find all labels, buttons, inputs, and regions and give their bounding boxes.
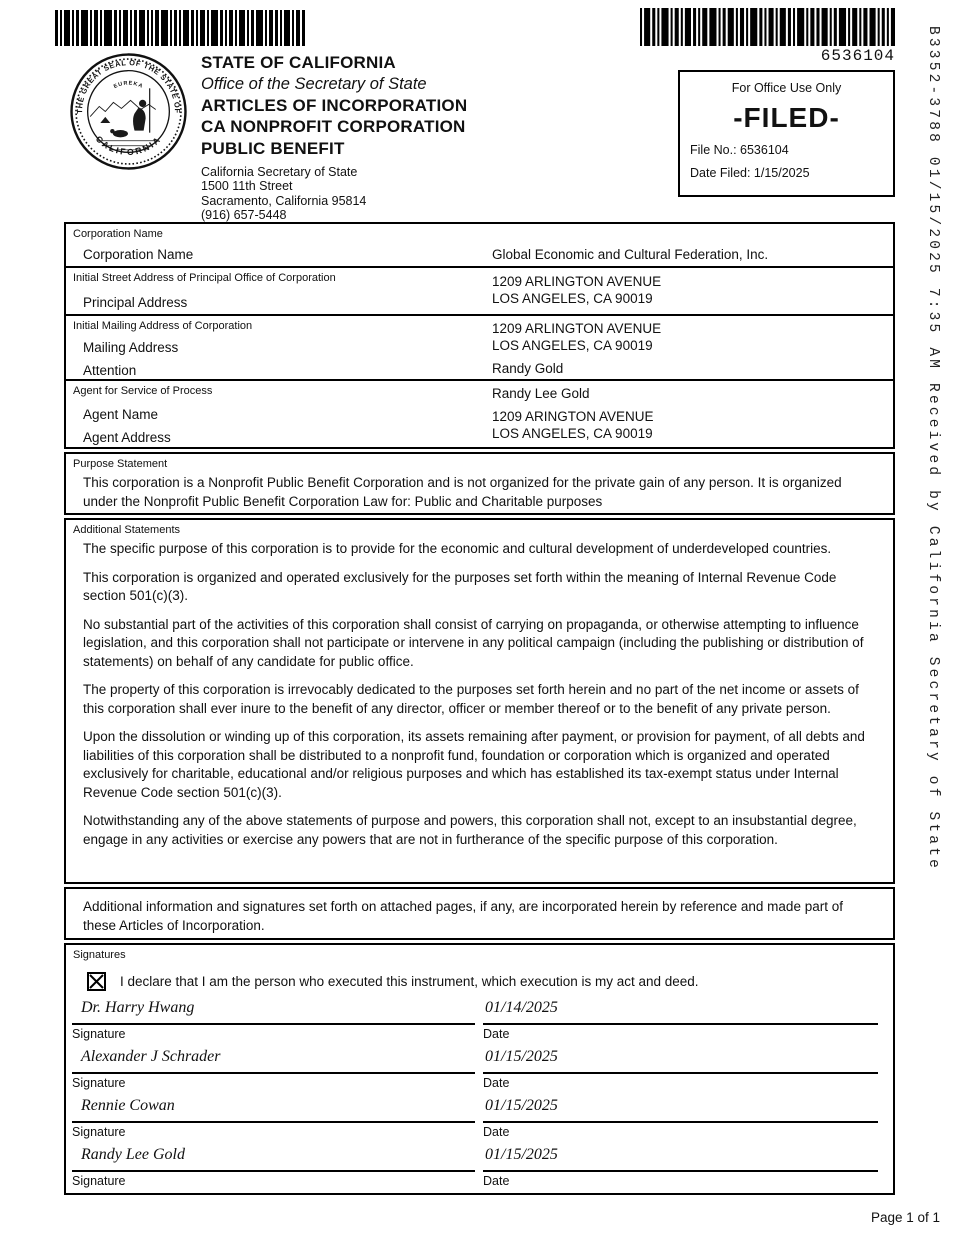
additional-statements-label: Additional Statements [73, 524, 181, 536]
signature-row [66, 1096, 893, 1145]
agent-address-field-label: Agent Address [83, 430, 171, 445]
signature-label: Signature [72, 1027, 126, 1041]
header-address-1: California Secretary of State [201, 165, 358, 179]
header-title-2: CA NONPROFIT CORPORATION [201, 117, 466, 136]
svg-text:EUREKA [113, 80, 144, 90]
section-signatures [64, 943, 895, 1195]
corporation-name-field-label: Corporation Name [83, 247, 194, 262]
office-use-filed-box [678, 70, 895, 197]
signature-label: Signature [72, 1076, 126, 1090]
principal-address-field-label: Principal Address [83, 295, 188, 310]
seal-bottom-text: CALIFORNIA [93, 133, 164, 158]
principal-address-label: Initial Street Address of Principal Office of Corporation [73, 272, 336, 284]
header-office: Office of the Secretary of State [201, 74, 427, 93]
corporation-name-label: Corporation Name [73, 228, 163, 240]
section-corporation-name [64, 222, 895, 268]
svg-text:CALIFORNIA [94, 134, 164, 157]
section-purpose [64, 452, 895, 515]
signature-line [72, 1170, 475, 1172]
signature-row [66, 1047, 893, 1096]
section-incorporated-statement [64, 887, 895, 940]
date-label: Date [483, 1174, 510, 1188]
received-stamp-vertical-text: B3352-3788 01/15/2025 7:35 AM Received by California Secretary of State [925, 26, 941, 872]
section-mailing-address [64, 314, 895, 381]
seal-artwork [90, 88, 158, 150]
date-filed: Date Filed: 1/15/2025 [690, 166, 810, 180]
signature-label: Signature [72, 1174, 126, 1188]
date-label: Date [483, 1027, 510, 1041]
articles-form [64, 222, 895, 1195]
barcode-top-left [55, 10, 305, 46]
purpose-text: This corporation is a Nonprofit Public Benefit Corporation and is not organized for the private gain of any person. It is organized under the Nonprofit Public Benefit Corporation Law for: Public and Charitable purposes [83, 475, 842, 509]
signature-name: Alexander J Schrader [81, 1048, 221, 1065]
attention-field-label: Attention [83, 363, 137, 378]
additional-paragraph: Notwithstanding any of the above statements of purpose and powers, this corporation shall not, except to an insubstantial degree, engage in any activities or exercise any powers that are not in furtherance of the specific purpose of this corporation. [83, 813, 857, 847]
corporation-name-value: Global Economic and Cultural Federation, Inc. [492, 247, 769, 262]
date-line [483, 1023, 878, 1025]
purpose-label: Purpose Statement [73, 458, 168, 470]
mailing-address-field-label: Mailing Address [83, 340, 179, 355]
signature-date: 01/15/2025 [485, 1146, 558, 1163]
header-address-3: Sacramento, California 95814 [201, 193, 367, 208]
date-line [483, 1170, 878, 1172]
attention-value: Randy Gold [492, 361, 564, 376]
header-phone: (916) 657-5448 [201, 208, 287, 223]
agent-address-value: 1209 ARINGTON AVENUE LOS ANGELES, CA 90019 [492, 409, 654, 441]
additional-paragraph: The property of this corporation is irrevocably dedicated to the purposes set forth herein and no part of the net income or assets of this corporation shall ever inure to the benefit of any director, officer or member thereof or to the benefit of any private person. [83, 682, 859, 716]
additional-paragraph: Upon the dissolution or winding up of this corporation, its assets remaining after payment, or provision for payment, of all debts and liabilities of this corporation shall be distributed to a nonprofit fund, foundation or corporation which is organized and operated exclusively for charitable, educational and/or religious purposes and which has established its tax-exempt status under Internal Revenue Code section 501(c)(3). [83, 729, 865, 800]
signature-line [72, 1121, 475, 1123]
agent-name-value: Randy Lee Gold [492, 386, 590, 401]
additional-paragraph: No substantial part of the activities of this corporation shall consist of carrying on propaganda, or otherwise attempting to influence legislation, and this corporation shall not participate or intervene in any political campaign (including the publishing or distribution of statements) on behalf of any candidate for public office. [83, 616, 864, 669]
page-number: Page 1 of 1 [870, 1210, 940, 1225]
signature-name: Rennie Cowan [81, 1097, 175, 1114]
additional-paragraph: This corporation is organized and operated exclusively for the purposes set forth within the meaning of Internal Revenue Code section 501(c)(3). [83, 569, 837, 603]
section-agent [64, 379, 895, 449]
signature-line [72, 1072, 475, 1074]
agent-section-label: Agent for Service of Process [73, 385, 213, 397]
date-line [483, 1121, 878, 1123]
signatures-label: Signatures [73, 949, 126, 961]
barcode-number: 6536104 [820, 47, 895, 65]
header-address-2: 1500 11th Street [201, 179, 293, 194]
date-label: Date [483, 1076, 510, 1090]
principal-address-value: 1209 ARLINGTON AVENUE LOS ANGELES, CA 90019 [492, 274, 662, 306]
header-state: STATE OF CALIFORNIA [201, 53, 396, 72]
barcode-top-right [640, 8, 895, 46]
california-state-seal [69, 52, 188, 176]
signature-date: 01/14/2025 [485, 999, 558, 1016]
signature-label: Signature [72, 1125, 126, 1139]
declaration-checkbox [87, 972, 106, 991]
date-line [483, 1072, 878, 1074]
signature-date: 01/15/2025 [485, 1048, 558, 1065]
signature-name: Randy Lee Gold [81, 1146, 185, 1163]
signature-name: Dr. Harry Hwang [81, 999, 195, 1016]
office-use-heading: For Office Use Only [731, 81, 842, 95]
section-principal-address [64, 266, 895, 316]
document-header [201, 54, 467, 223]
mailing-address-value: 1209 ARLINGTON AVENUE LOS ANGELES, CA 90019 [492, 321, 662, 353]
seal-motto-text: EUREKA [112, 80, 145, 91]
signature-row [66, 998, 893, 1047]
signature-row [66, 1145, 893, 1194]
seal-top-text: THE GREAT SEAL OF THE STATE OF [75, 58, 182, 114]
mailing-address-label: Initial Mailing Address of Corporation [73, 320, 253, 332]
header-title-1: ARTICLES OF INCORPORATION [201, 95, 468, 115]
filed-stamp: -FILED- [733, 102, 840, 133]
signature-line [72, 1023, 475, 1025]
signature-date: 01/15/2025 [485, 1097, 558, 1114]
header-title-3: PUBLIC BENEFIT [201, 138, 345, 158]
additional-paragraph: The specific purpose of this corporation is to provide for the economic and cultural development of underdeveloped countries. [83, 541, 832, 556]
date-label: Date [483, 1125, 510, 1139]
incorporated-text: Additional information and signatures set forth on attached pages, if any, are incorporated herein by reference and made part of these Articles of Incorporation. [83, 899, 843, 933]
section-additional-statements [64, 518, 895, 884]
declaration-text: I declare that I am the person who executed this instrument, which execution is my act and deed. [120, 974, 699, 989]
agent-name-field-label: Agent Name [83, 407, 159, 422]
file-number: File No.: 6536104 [690, 143, 789, 157]
